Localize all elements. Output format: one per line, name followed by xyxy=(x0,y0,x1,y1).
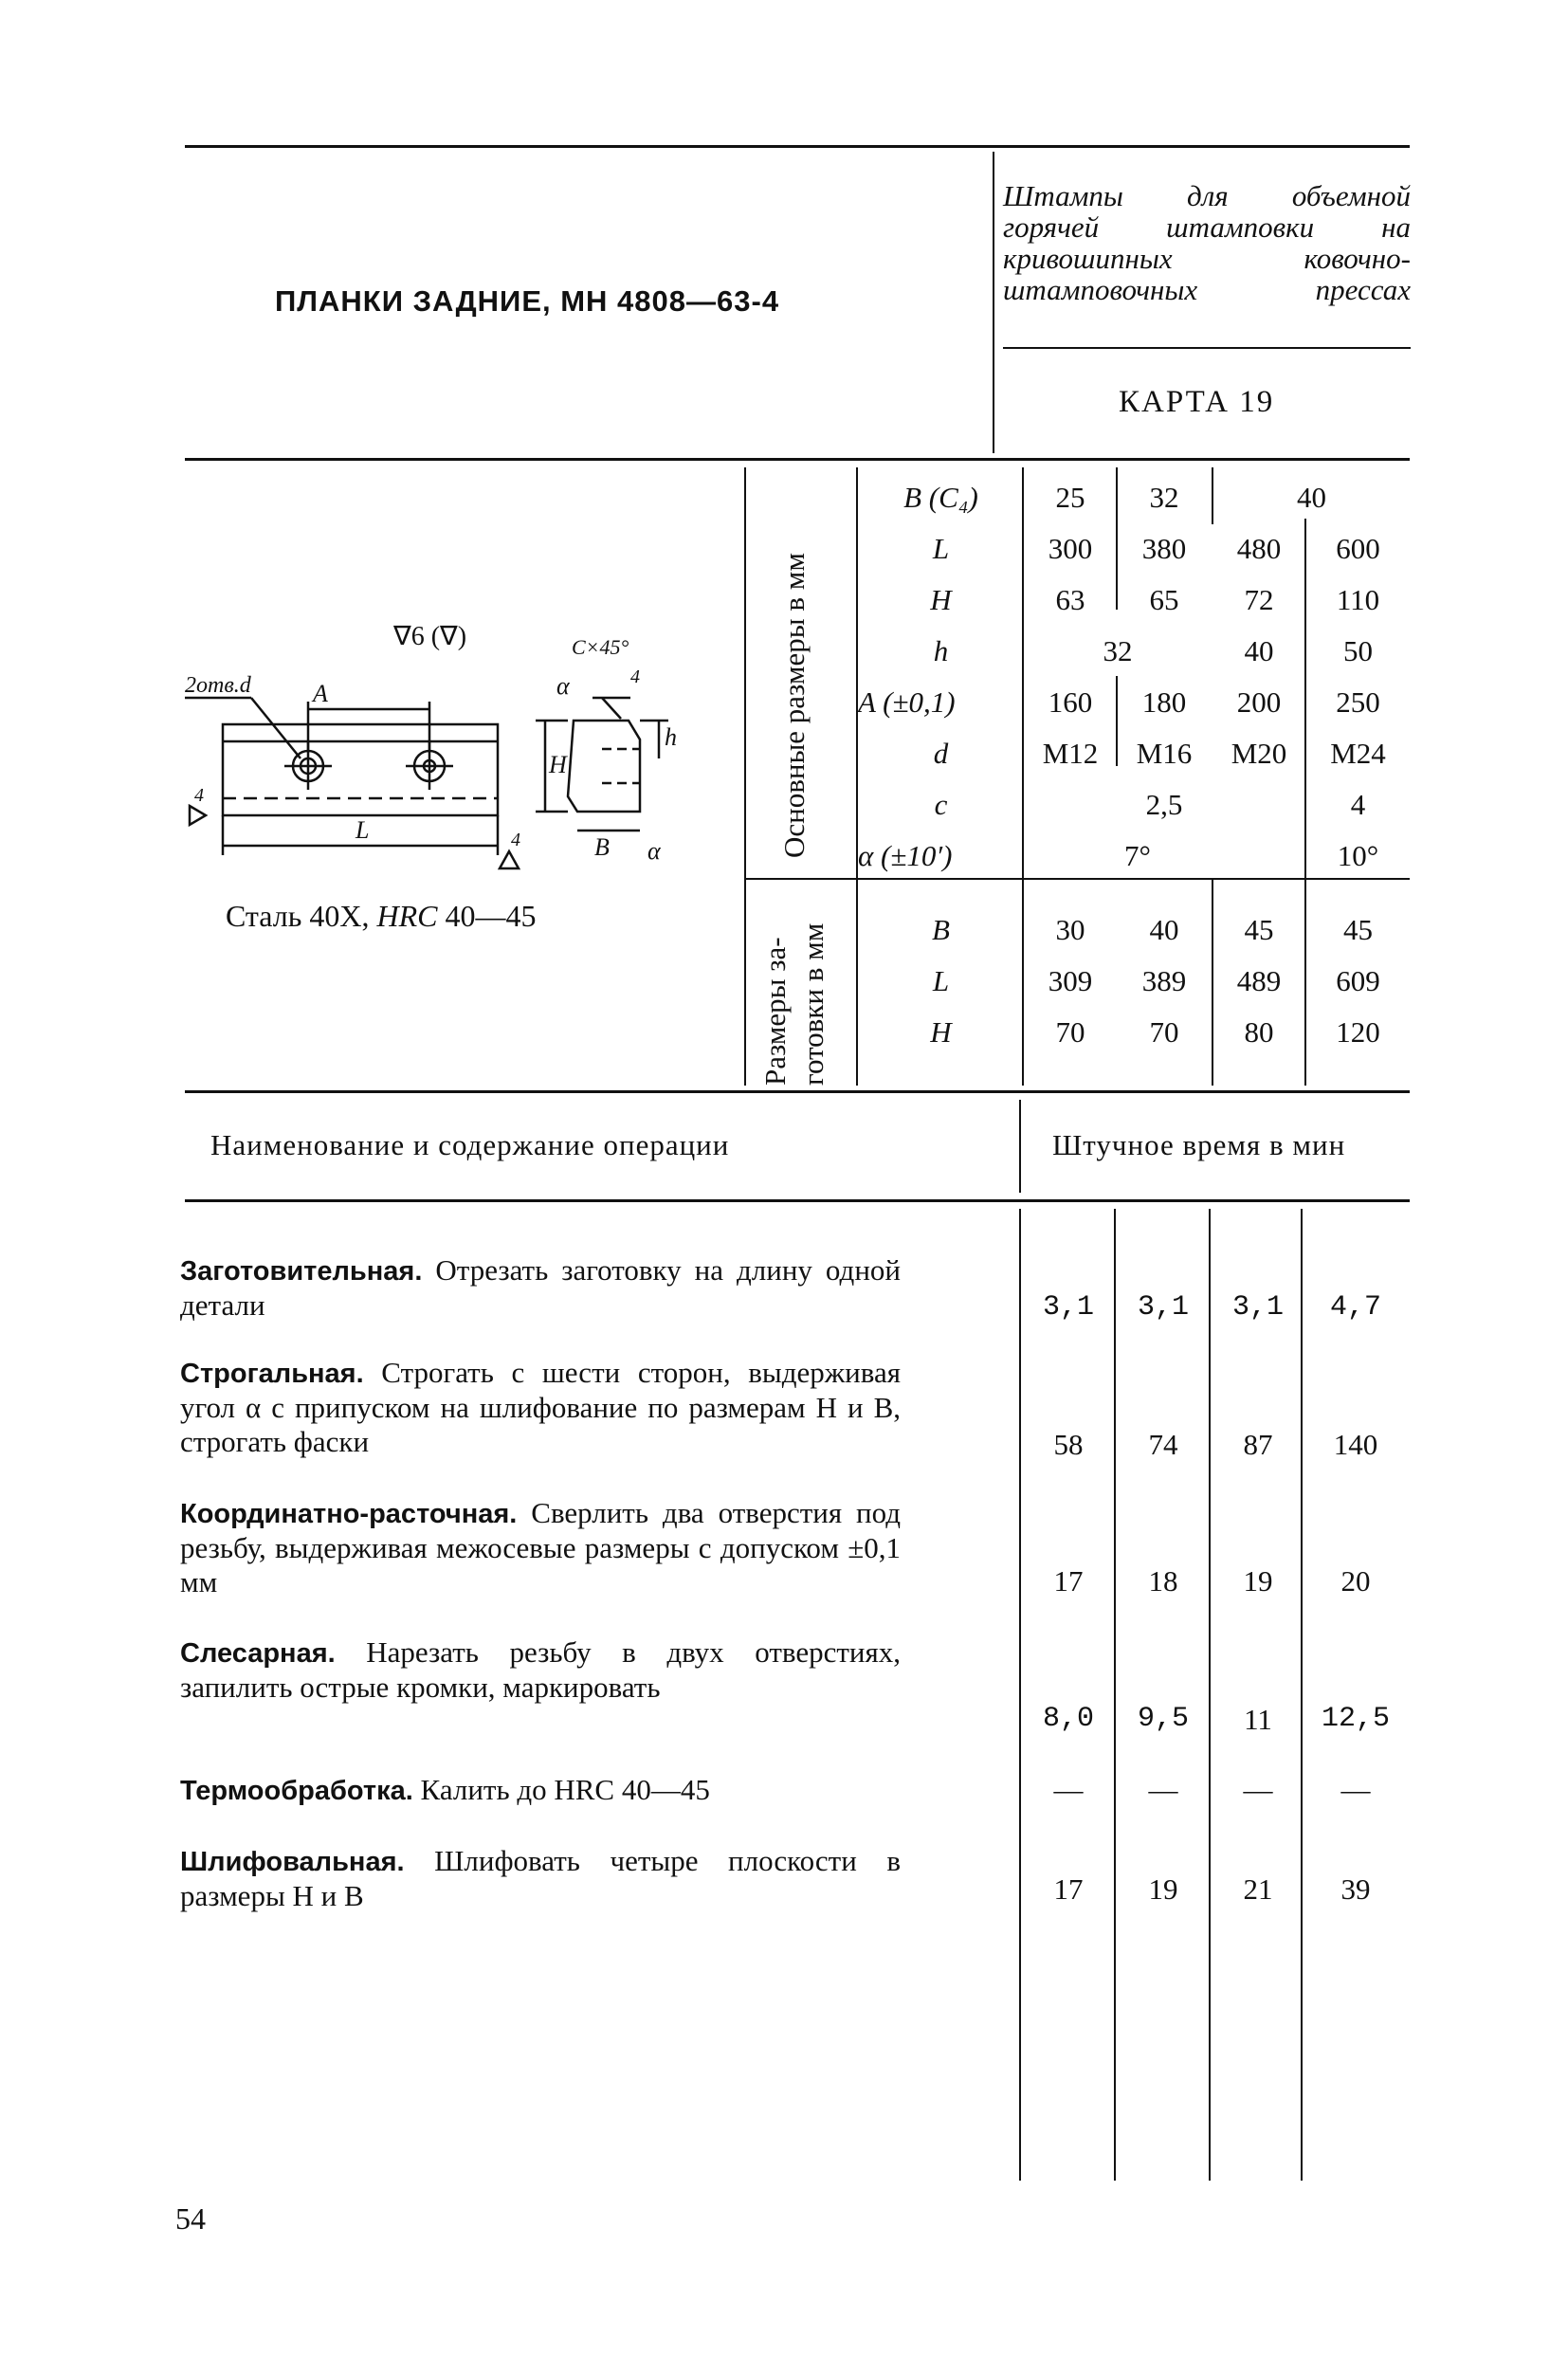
cell: 45 xyxy=(1244,913,1274,946)
time-cell: — xyxy=(1148,1773,1178,1806)
material-note: Сталь 40Х, HRC 40—45 xyxy=(226,899,537,933)
row-label-h-lower: h xyxy=(933,634,949,667)
subtitle-line: Штампы для объемной xyxy=(1003,179,1411,212)
cell: M20 xyxy=(1231,737,1287,770)
time-cell: 12,5 xyxy=(1321,1703,1390,1735)
operation-text: Строгать с шести сторон, выдерживая угол α с припуском на шлифование по размерам H и B, строгать фаски xyxy=(180,1356,901,1458)
section-rule xyxy=(185,458,1410,461)
cell: 4 xyxy=(1350,788,1366,821)
cell: 65 xyxy=(1149,583,1179,616)
blank-group-label-1: Размеры за- xyxy=(758,937,792,1086)
dim-blank-separator xyxy=(744,878,1410,880)
cell: 200 xyxy=(1236,685,1282,719)
cell: 489 xyxy=(1236,964,1282,997)
operations-header-left: Наименование и содержание операции xyxy=(210,1128,730,1161)
page-number: 54 xyxy=(175,2201,206,2236)
operation-item xyxy=(180,1844,901,1913)
operation-text: Сверлить два отверстия под резьбу, выдерживая межосевые размеры с допуском ±0,1 мм xyxy=(180,1496,901,1598)
time-cell: 18 xyxy=(1148,1564,1178,1598)
cell: 72 xyxy=(1244,583,1274,616)
top-rule xyxy=(185,145,1410,148)
operation-item xyxy=(180,1773,901,1808)
cell: 63 xyxy=(1055,583,1085,616)
cell: 380 xyxy=(1141,532,1187,565)
operation-text: Нарезать резьбу в двух отверстиях, запилить острые кромки, маркировать xyxy=(180,1635,901,1704)
cell: M16 xyxy=(1136,737,1193,770)
blank-group-label-2: готовки в мм xyxy=(796,922,830,1086)
cell: 25 xyxy=(1055,481,1085,514)
operation-text: Отрезать заготовку на длину одной детали xyxy=(180,1253,901,1322)
time-cell: 19 xyxy=(1148,1872,1178,1906)
dim-label-H: H xyxy=(549,751,567,778)
time-cell: 58 xyxy=(1053,1428,1084,1461)
cell: 50 xyxy=(1343,634,1373,667)
cell: 7° xyxy=(1124,839,1151,872)
cell: M24 xyxy=(1330,737,1386,770)
time-cell: 17 xyxy=(1053,1872,1084,1906)
time-col-divider xyxy=(1114,1209,1116,2181)
time-col-divider xyxy=(1019,1209,1021,2181)
time-cell: 21 xyxy=(1243,1872,1273,1906)
operations-header-divider xyxy=(1019,1100,1021,1193)
time-cell: 20 xyxy=(1340,1564,1371,1598)
cell: 2,5 xyxy=(1145,788,1183,821)
dim-label-A: A xyxy=(313,680,328,707)
cell: 40 xyxy=(1297,481,1326,514)
dim-group-label: Основные размеры в мм xyxy=(777,553,811,858)
cell: 309 xyxy=(1048,964,1093,997)
side-view-outline xyxy=(568,721,640,812)
holes-note: 2отв.d xyxy=(185,673,251,698)
time-cell: 3,1 xyxy=(1137,1291,1189,1324)
time-cell: 8,0 xyxy=(1042,1703,1094,1735)
section-rule xyxy=(185,1090,1410,1093)
time-cell: 140 xyxy=(1333,1428,1378,1461)
dim-label-L: L xyxy=(356,816,370,844)
operation-name: Строгальная. xyxy=(180,1359,364,1389)
operation-name: Шлифовальная. xyxy=(180,1847,405,1877)
cell: 609 xyxy=(1336,964,1380,997)
time-cell: 3,1 xyxy=(1231,1291,1284,1324)
dim-label-alpha-top: α xyxy=(556,672,570,700)
dim-label-h: h xyxy=(665,723,677,751)
cell: M12 xyxy=(1042,737,1099,770)
row-label-b: B (C₄) xyxy=(903,481,978,514)
time-cell: — xyxy=(1340,1773,1371,1806)
time-cell: 3,1 xyxy=(1042,1291,1094,1324)
operation-item xyxy=(180,1635,901,1705)
blank-row-label: B xyxy=(932,913,950,946)
operation-name: Термообработка. xyxy=(180,1776,413,1806)
time-cell: 4,7 xyxy=(1329,1291,1381,1324)
time-cell: 74 xyxy=(1148,1428,1178,1461)
row-label-d: d xyxy=(933,737,949,770)
time-cell: — xyxy=(1053,1773,1084,1806)
operation-item xyxy=(180,1496,901,1599)
cell: 10° xyxy=(1337,839,1379,872)
cell: 160 xyxy=(1048,685,1093,719)
cell: 110 xyxy=(1336,583,1380,616)
cell: 30 xyxy=(1055,913,1085,946)
subtitle-line: кривошипных ковочно- xyxy=(1003,242,1411,275)
operations-header-right: Штучное время в мин xyxy=(1052,1128,1346,1161)
cell: 389 xyxy=(1141,964,1187,997)
page-title: ПЛАНКИ ЗАДНИЕ, МН 4808—63-4 xyxy=(275,284,780,318)
time-cell: 87 xyxy=(1243,1428,1273,1461)
cell: 40 xyxy=(1244,634,1274,667)
cell: 480 xyxy=(1236,532,1282,565)
subtitle-line: горячей штамповки на xyxy=(1003,210,1411,244)
front-view-outline xyxy=(223,724,498,815)
roughness-mark: ∇6 (∇) xyxy=(393,622,467,651)
card-number: КАРТА 19 xyxy=(1119,385,1275,419)
mark-4-chamfer: 4 xyxy=(630,667,640,687)
operation-name: Слесарная. xyxy=(180,1638,336,1669)
time-col-divider xyxy=(1209,1209,1211,2181)
mark-4-left: 4 xyxy=(194,785,204,806)
subtitle-line: штамповочных прессах xyxy=(1003,273,1411,306)
cell: 600 xyxy=(1336,532,1380,565)
header-divider xyxy=(993,152,994,453)
operation-item xyxy=(180,1253,901,1323)
cell: 32 xyxy=(1149,481,1179,514)
cell: 70 xyxy=(1055,1015,1085,1049)
blank-row-label: L xyxy=(932,964,950,997)
operation-item xyxy=(180,1356,901,1459)
operation-name: Заготовительная. xyxy=(180,1256,423,1287)
row-label-alpha: α (±10′) xyxy=(858,839,953,872)
row-label-l: L xyxy=(932,532,950,565)
time-cell: 9,5 xyxy=(1137,1703,1189,1735)
time-cell: 17 xyxy=(1053,1564,1084,1598)
chamfer-note: C×45° xyxy=(572,635,629,659)
cell: 32 xyxy=(1103,634,1133,667)
time-col-divider xyxy=(1301,1209,1303,2181)
operation-text: Калить до HRC 40—45 xyxy=(412,1773,710,1806)
mark-4-bottom: 4 xyxy=(511,830,520,850)
subtitle-rule xyxy=(1003,347,1411,349)
row-label-a: A (±0,1) xyxy=(858,685,956,719)
cell: 300 xyxy=(1048,532,1093,565)
cell: 120 xyxy=(1336,1015,1380,1049)
time-cell: 39 xyxy=(1340,1872,1371,1906)
dim-table-left-border xyxy=(744,467,746,1086)
subtitle xyxy=(1003,180,1411,305)
cell: 250 xyxy=(1336,685,1380,719)
cell: 180 xyxy=(1141,685,1187,719)
row-label-c: c xyxy=(934,788,948,821)
cell: 45 xyxy=(1343,913,1373,946)
time-cell: 19 xyxy=(1243,1564,1273,1598)
dim-label-alpha: α xyxy=(647,837,661,865)
section-rule xyxy=(185,1199,1410,1202)
dim-label-B: B xyxy=(594,833,610,861)
part-drawing xyxy=(185,607,716,882)
blank-row-label: H xyxy=(930,1015,952,1049)
operation-text: Шлифовать четыре плоскости в размеры H и B xyxy=(180,1844,901,1912)
operation-name: Координатно-расточная. xyxy=(180,1499,518,1529)
cell: 70 xyxy=(1149,1015,1179,1049)
cell: 80 xyxy=(1244,1015,1274,1049)
row-label-h-upper: H xyxy=(930,583,952,616)
time-cell: — xyxy=(1243,1773,1273,1806)
time-cell: 11 xyxy=(1244,1703,1272,1736)
cell: 40 xyxy=(1149,913,1179,946)
